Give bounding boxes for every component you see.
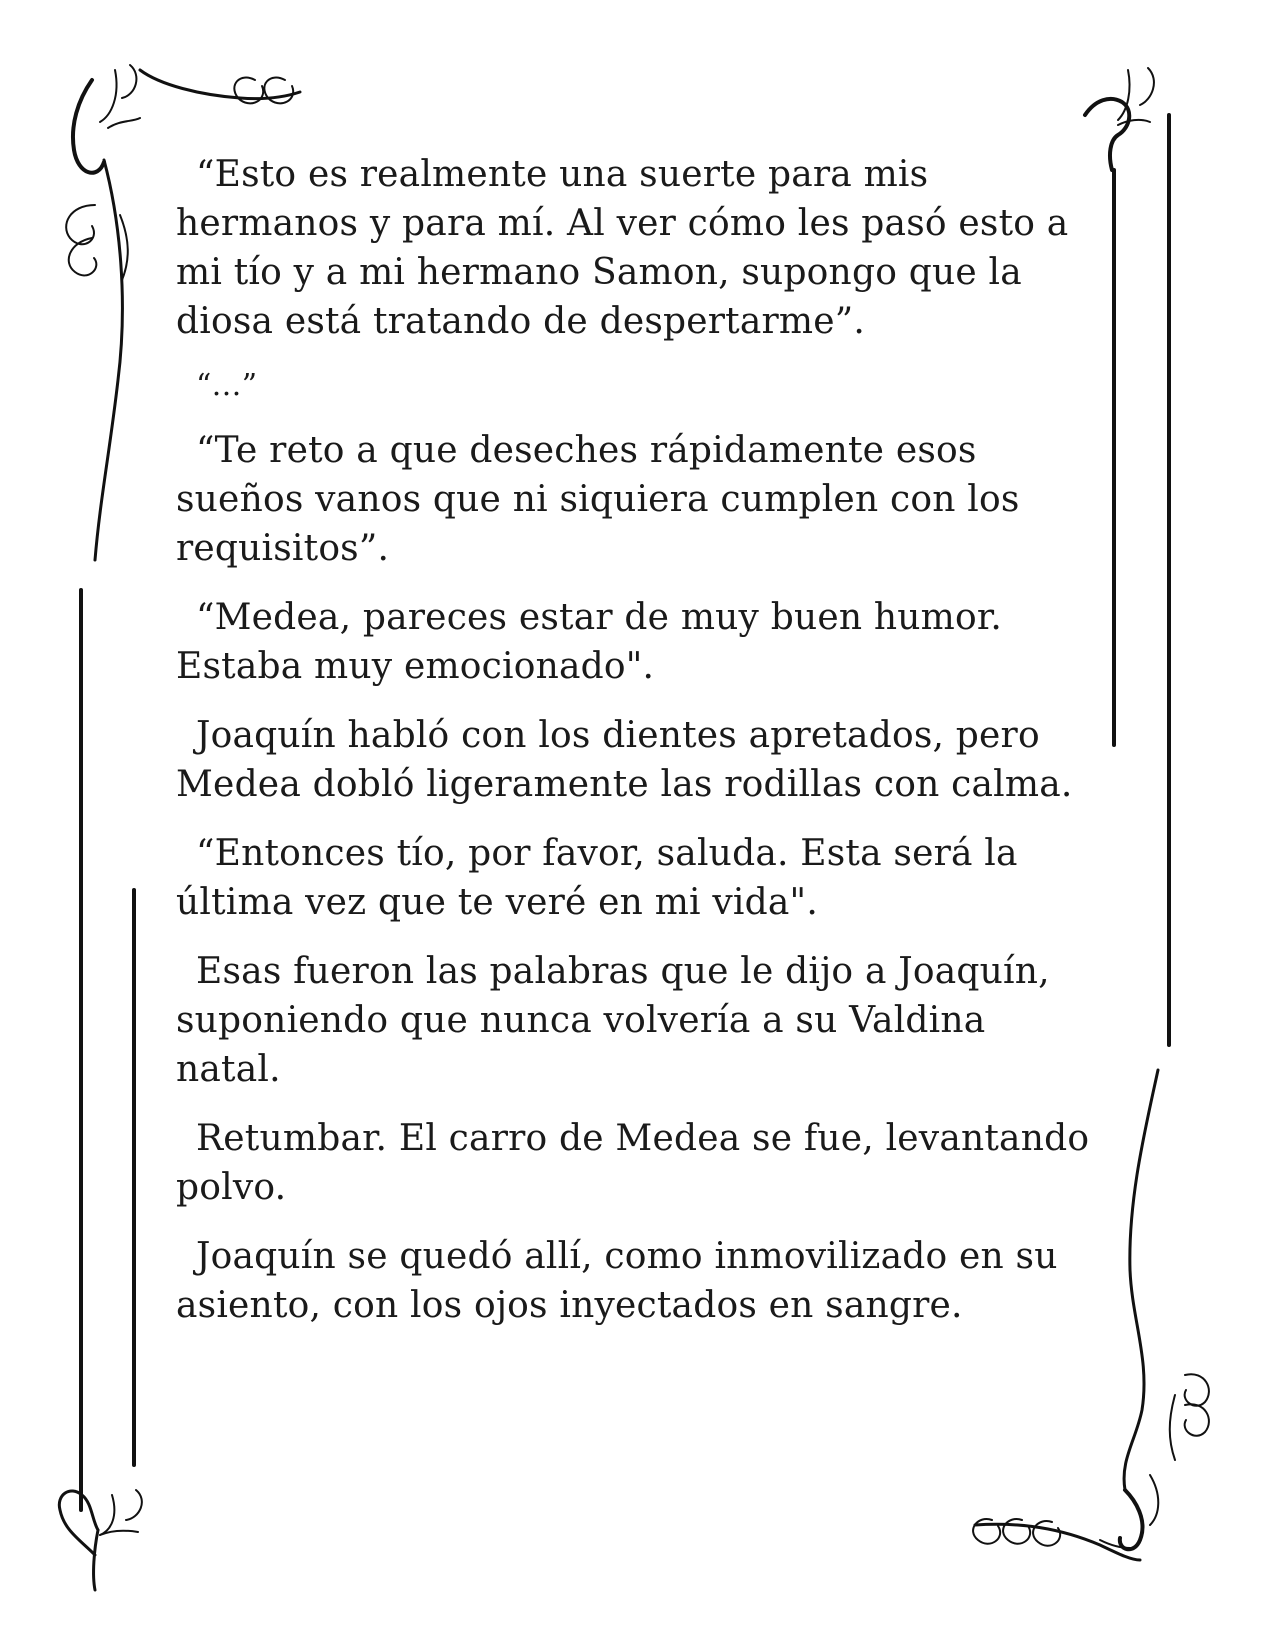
paragraph-8: Retumbar. El carro de Medea se fue, levantando polvo. <box>176 1118 1090 1208</box>
paragraph-1: “Esto es realmente una suerte para mis hermanos y para mí. Al ver cómo les pasó esto a mi tío y a mi hermano Samon, supongo que la diosa está tratando de despertarme”. <box>176 154 1069 342</box>
paragraph-ellipsis: “…” <box>196 368 258 403</box>
paragraph-9: Joaquín se quedó allí, como inmovilizado en su asiento, con los ojos inyectados en sangre. <box>176 1236 1058 1326</box>
story-text <box>176 150 1096 1350</box>
paragraph-6: “Entonces tío, por favor, saluda. Esta será la última vez que te veré en mi vida". <box>176 833 1018 923</box>
paragraph-4: “Medea, pareces estar de muy buen humor. Estaba muy emocionado". <box>176 597 1002 687</box>
flourish-ornament-bottom-left <box>59 1490 142 1590</box>
paragraph-7: Esas fueron las palabras que le dijo a Joaquín, suponiendo que nunca volvería a su Valdina natal. <box>176 951 1050 1090</box>
paragraph-3: “Te reto a que deseches rápidamente esos sueños vanos que ni siquiera cumplen con los requisitos”. <box>176 430 1020 569</box>
paragraph-5: Joaquín habló con los dientes apretados, pero Medea dobló ligeramente las rodillas con calma. <box>176 715 1073 805</box>
